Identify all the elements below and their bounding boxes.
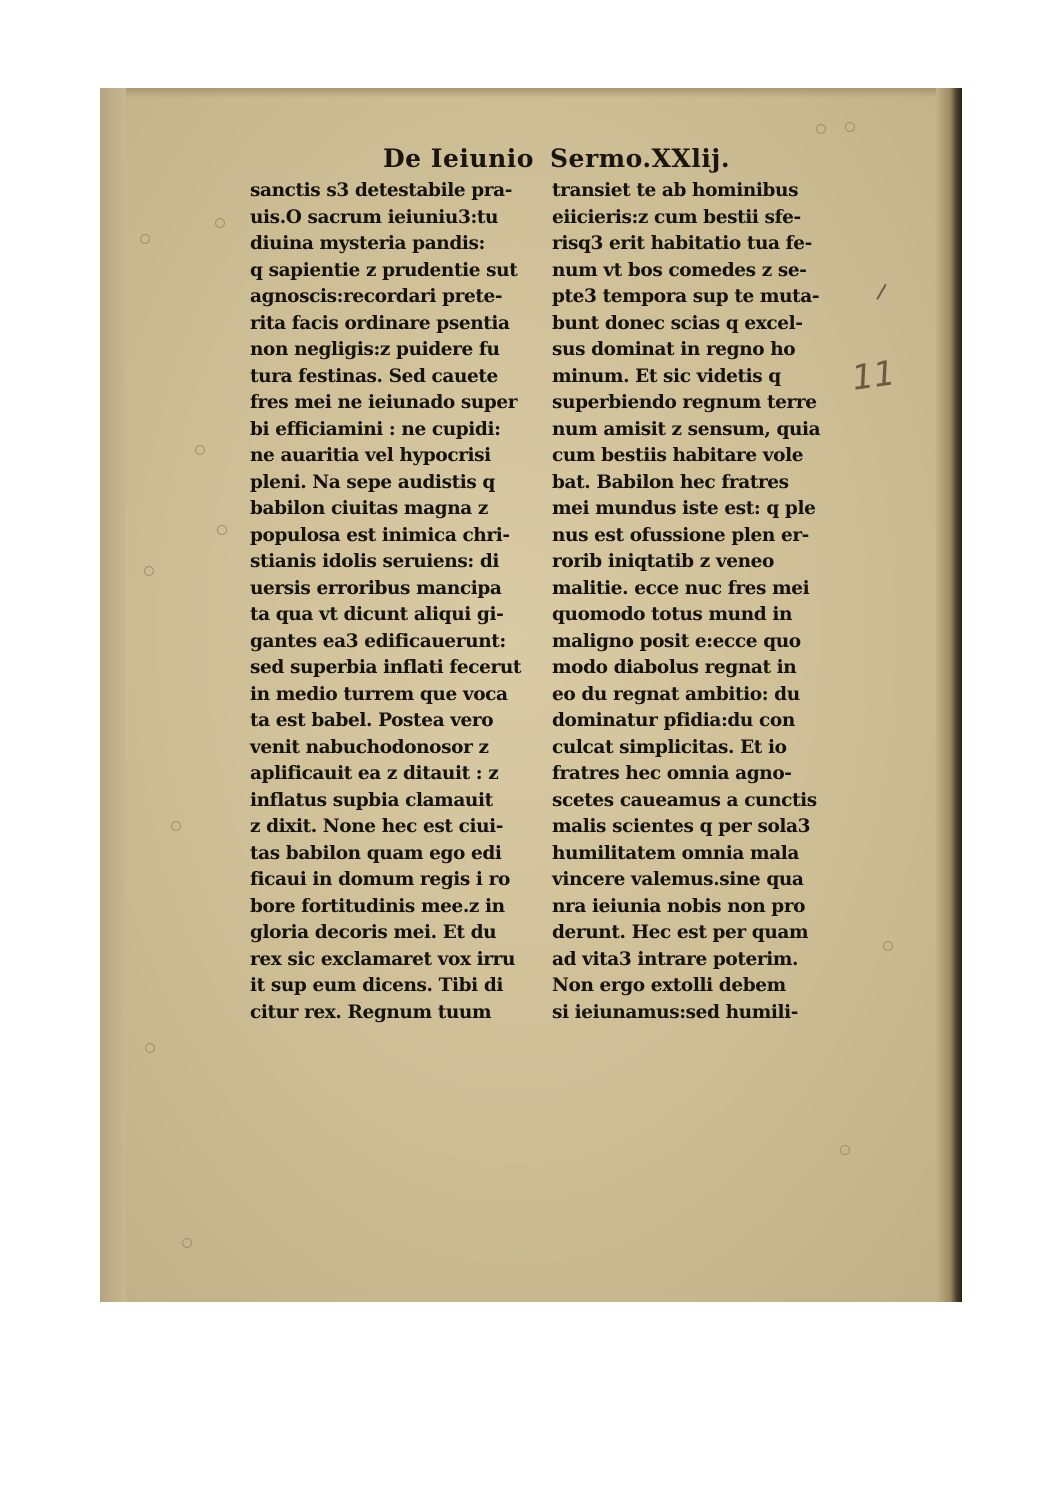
text-line: sus dominat in regno ho: [552, 339, 796, 360]
text-line: humilitatem omnia mala: [552, 842, 800, 864]
text-line: bunt donec scias q excel-: [552, 312, 803, 334]
text-line: babilon ciuitas magna z: [250, 498, 488, 519]
paper-spot: [171, 821, 181, 831]
text-line: culcat simplicitas. Et io: [552, 736, 787, 758]
text-line: superbiendo regnum terre: [552, 392, 817, 413]
text-line: pte3 tempora sup te muta-: [552, 286, 820, 307]
text-line: in medio turrem que voca: [250, 683, 508, 705]
text-line: diuina mysteria pandis:: [250, 233, 485, 254]
paper-spot: [145, 1043, 155, 1053]
text-line: gloria decoris mei. Et du: [250, 922, 497, 943]
page-left-edge: [100, 88, 126, 1302]
running-header-right: Sermo.XXlij.: [550, 144, 731, 173]
text-line: tas babilon quam ego edi: [250, 842, 502, 864]
text-line: si ieiunamus:sed humili-: [552, 1001, 799, 1023]
paper-spot: [182, 1238, 192, 1248]
text-line: q sapientie z prudentie sut: [250, 259, 518, 281]
text-line: vincere valemus.sine qua: [552, 869, 804, 890]
text-line: scetes caueamus a cunctis: [552, 789, 817, 811]
text-line: bi efficiamini : ne cupidi:: [250, 418, 501, 440]
paper-spot: [816, 124, 826, 134]
text-line: minum. Et sic videtis q: [552, 365, 781, 387]
text-line: non negligis:z puidere fu: [250, 339, 500, 360]
text-line: venit nabuchodonosor z: [250, 736, 489, 758]
text-line: gantes ea3 edificauerunt:: [250, 630, 506, 652]
text-line: uersis erroribus mancipa: [250, 577, 502, 599]
text-line: ne auaritia vel hypocrisi: [250, 445, 491, 466]
scanned-page: [100, 88, 962, 1302]
text-line: modo diabolus regnat in: [552, 657, 797, 678]
text-line: num vt bos comedes z se-: [552, 259, 807, 281]
paper-spot: [195, 445, 205, 455]
text-line: quomodo totus mund in: [552, 604, 793, 625]
text-line: ta est babel. Postea vero: [250, 710, 494, 731]
text-line: maligno posit e:ecce quo: [552, 630, 801, 652]
text-line: stianis idolis seruiens: di: [250, 551, 500, 572]
text-column-left: [250, 178, 540, 1026]
text-line: pleni. Na sepe audistis q: [250, 471, 495, 493]
paper-spot: [845, 122, 855, 132]
text-line: it sup eum dicens. Tibi di: [250, 975, 503, 996]
text-line: eiicieris:z cum bestii sfe-: [552, 206, 801, 228]
text-line: fres mei ne ieiunado super: [250, 392, 518, 413]
text-line: tura festinas. Sed cauete: [250, 365, 498, 387]
text-line: populosa est inimica chri-: [250, 524, 510, 546]
text-line: derunt. Hec est per quam: [552, 922, 809, 943]
paper-spot: [215, 218, 225, 228]
text-column-right: [552, 178, 852, 1026]
text-line: bat. Babilon hec fratres: [552, 471, 789, 493]
text-line: z dixit. None hec est ciui-: [250, 816, 504, 837]
text-line: num amisit z sensum, quia: [552, 418, 821, 440]
text-line: rita facis ordinare psentia: [250, 312, 510, 334]
text-line: ta qua vt dicunt aliqui gi-: [250, 604, 504, 625]
text-line: rex sic exclamaret vox irru: [250, 948, 516, 970]
paper-spot: [144, 566, 154, 576]
text-line: sed superbia inflati fecerut: [250, 657, 522, 678]
text-line: mei mundus iste est: q ple: [552, 498, 816, 519]
text-line: risq3 erit habitatio tua fe-: [552, 233, 812, 254]
paper-spot: [140, 234, 150, 244]
text-line: ficaui in domum regis i ro: [250, 869, 510, 890]
text-line: malis scientes q per sola3: [552, 816, 811, 837]
paper-spot: [883, 941, 893, 951]
handwritten-annotation: 11: [849, 353, 898, 399]
paper-spot: [840, 1145, 850, 1155]
text-line: citur rex. Regnum tuum: [250, 1001, 492, 1023]
text-line: inflatus supbia clamauit: [250, 789, 493, 811]
text-line: cum bestiis habitare vole: [552, 445, 804, 466]
text-line: dominatur pfidia:du con: [552, 710, 795, 731]
text-line: rorib iniqtatib z veneo: [552, 551, 774, 572]
text-line: eo du regnat ambitio: du: [552, 683, 800, 705]
text-line: malitie. ecce nuc fres mei: [552, 577, 810, 599]
paper-spot: [217, 525, 227, 535]
text-line: ad vita3 intrare poterim.: [552, 948, 799, 970]
pen-stroke-mark: ⸝: [865, 262, 894, 307]
text-line: uis.O sacrum ieiuniu3:tu: [250, 206, 499, 228]
book-binding-edge: [936, 88, 962, 1302]
text-line: transiet te ab hominibus: [552, 180, 799, 201]
text-line: nus est ofussione plen er-: [552, 524, 809, 546]
text-line: agnoscis:recordari prete-: [250, 286, 503, 307]
text-line: fratres hec omnia agno-: [552, 763, 792, 784]
text-line: bore fortitudinis mee.z in: [250, 895, 505, 917]
text-line: nra ieiunia nobis non pro: [552, 895, 806, 917]
text-line: Non ergo extolli debem: [552, 975, 786, 996]
running-header-left: De Ieiunio: [383, 144, 534, 173]
text-line: aplificauit ea z ditauit : z: [250, 763, 499, 784]
text-line: sanctis s3 detestabile pra-: [250, 180, 512, 201]
page-top-edge: [100, 88, 962, 98]
